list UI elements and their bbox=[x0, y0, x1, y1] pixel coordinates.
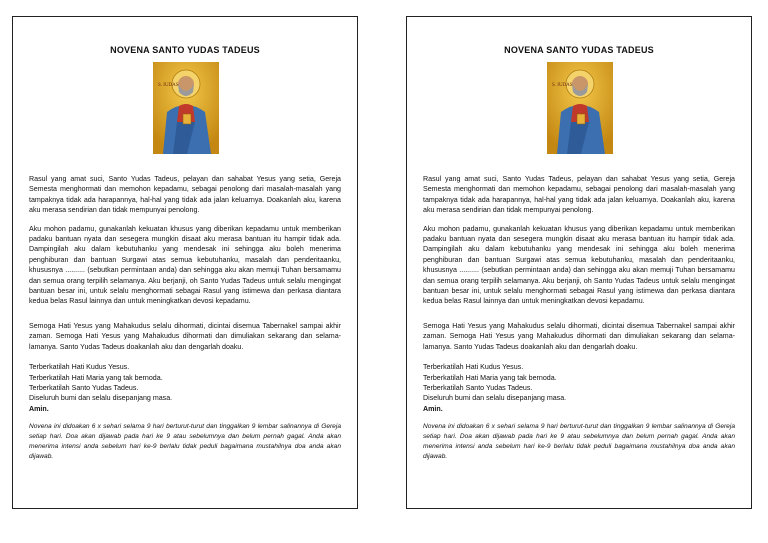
prayer-paragraph: Rasul yang amat suci, Santo Yudas Tadeus, pelayan dan sahabat Yesus yang setia, Gereja Semesta menghormati dan memohon kepadamu, sebagai penolong dari masalah-masalah yang tampaknya tidak ada harapannya, hal-hal yang tidak ada jalan keluarnya. Doakanlah aku, karena aku merasa sendirian dan tidak mempunyai penolong. bbox=[423, 175, 735, 215]
litany-line: Terberkatilah Hati Maria yang tak bernoda. bbox=[423, 373, 557, 382]
prayer-paragraph: Aku mohon padamu, gunakanlah kekuatan khusus yang diberikan kepadamu untuk memberikan padaku bantuan nyata dan sesegera mungkin disaat aku merasa bantuan itu hampir tidak ada. Dampingilah aku dalam kebutuhanku yang mendesak ini sehingga aku boleh menerima penghiburan dan bantuan Surgawi atas semua kebutuhanku, masalah dan penderitaanku, khususnya .......... (sebutkan permintaan anda) dan sehingga aku akan memuji Tuhan bersamamu dan semua orang terpilih selamanya. Aku berjanji, oh Santo Yudas Tadeus untuk selalu mengingat bantuan besar ini, untuk selalu menghormati sebagai Rasul yang istimewa dan perkasa diantara kedua belas Rasul lainnya dan untuk meningkatkan devosi kepadamu. bbox=[29, 224, 341, 306]
page-title: NOVENA SANTO YUDAS TADEUS bbox=[110, 45, 260, 55]
prayer-body bbox=[29, 174, 341, 462]
litany-line: Diseluruh bumi dan selalu disepanjang masa. bbox=[29, 394, 173, 403]
prayer-paragraph: Aku mohon padamu, gunakanlah kekuatan khusus yang diberikan kepadamu untuk memberikan padaku bantuan nyata dan sesegera mungkin disaat aku merasa bantuan itu hampir tidak ada. Dampingilah aku dalam kebutuhanku yang mendesak ini sehingga aku boleh menerima penghiburan dan bantuan Surgawi atas semua kebutuhanku, masalah dan penderitaanku, khususnya .......... (sebutkan permintaan anda) dan sehingga aku akan memuji Tuhan bersamamu dan semua orang terpilih selamanya. Aku berjanji, oh Santo Yudas Tadeus untuk selalu mengingat bantuan besar ini, untuk selalu menghormati sebagai Rasul yang istimewa dan perkasa diantara kedua belas Rasul lainnya dan untuk meningkatkan devosi kepadamu. bbox=[423, 224, 735, 306]
prayer-body bbox=[423, 174, 735, 462]
icon-label: S. IUDAS bbox=[552, 83, 573, 88]
litany-line: Terberkatilah Santo Yudas Tadeus. bbox=[423, 383, 533, 392]
amen-text: Amin. bbox=[29, 404, 49, 413]
litany-line: Terberkatilah Hati Kudus Yesus. bbox=[29, 363, 130, 372]
saint-jude-icon bbox=[547, 62, 613, 154]
icon-label: S. IUDAS bbox=[158, 83, 179, 88]
litany-line: Terberkatilah Hati Kudus Yesus. bbox=[423, 363, 524, 372]
page-title: NOVENA SANTO YUDAS TADEUS bbox=[504, 45, 654, 55]
prayer-paragraph: Rasul yang amat suci, Santo Yudas Tadeus, pelayan dan sahabat Yesus yang setia, Gereja Semesta menghormati dan memohon kepadamu, sebagai penolong dari masalah-masalah yang tampaknya tidak ada harapannya, hal-hal yang tidak ada jalan keluarnya. Doakanlah aku, karena aku merasa sendirian dan tidak mempunyai penolong. bbox=[29, 175, 341, 215]
document-page-left bbox=[12, 16, 358, 509]
saint-jude-icon bbox=[153, 62, 219, 154]
litany bbox=[423, 362, 735, 414]
litany-line: Terberkatilah Hati Maria yang tak bernoda. bbox=[29, 373, 163, 382]
novena-instructions: Novena ini didoakan 6 x sehari selama 9 hari berturut-turut dan tinggalkan 9 lembar salinannya di Gereja setiap hari. Doa akan dijawab pada hari ke 9 atau sebelumnya dan belum pernah gagal. Anda akan menerima intensi anda sebelum hari ke-9 berlalu tidak peduli bagaimana mustahilnya doa anda akan dijawab. bbox=[423, 423, 735, 461]
prayer-paragraph: Semoga Hati Yesus yang Mahakudus selalu dihormati, dicintai disemua Tabernakel sampai akhir zaman. Semoga Hati Yesus yang Mahakudus dihormati dan dimuliakan sekarang dan selama-lamanya. Santo Yudas Tadeus doakanlah aku dan dengarlah doaku. bbox=[29, 321, 341, 351]
litany bbox=[29, 362, 341, 414]
litany-line: Terberkatilah Santo Yudas Tadeus. bbox=[29, 383, 139, 392]
amen-text: Amin. bbox=[423, 404, 443, 413]
document-page-right bbox=[406, 16, 752, 509]
prayer-paragraph: Semoga Hati Yesus yang Mahakudus selalu dihormati, dicintai disemua Tabernakel sampai akhir zaman. Semoga Hati Yesus yang Mahakudus dihormati dan dimuliakan sekarang dan selama-lamanya. Santo Yudas Tadeus doakanlah aku dan dengarlah doaku. bbox=[423, 321, 735, 351]
novena-instructions: Novena ini didoakan 6 x sehari selama 9 hari berturut-turut dan tinggalkan 9 lembar salinannya di Gereja setiap hari. Doa akan dijawab pada hari ke 9 atau sebelumnya dan belum pernah gagal. Anda akan menerima intensi anda sebelum hari ke-9 berlalu tidak peduli bagaimana mustahilnya doa anda akan dijawab. bbox=[29, 423, 341, 461]
litany-line: Diseluruh bumi dan selalu disepanjang masa. bbox=[423, 394, 567, 403]
